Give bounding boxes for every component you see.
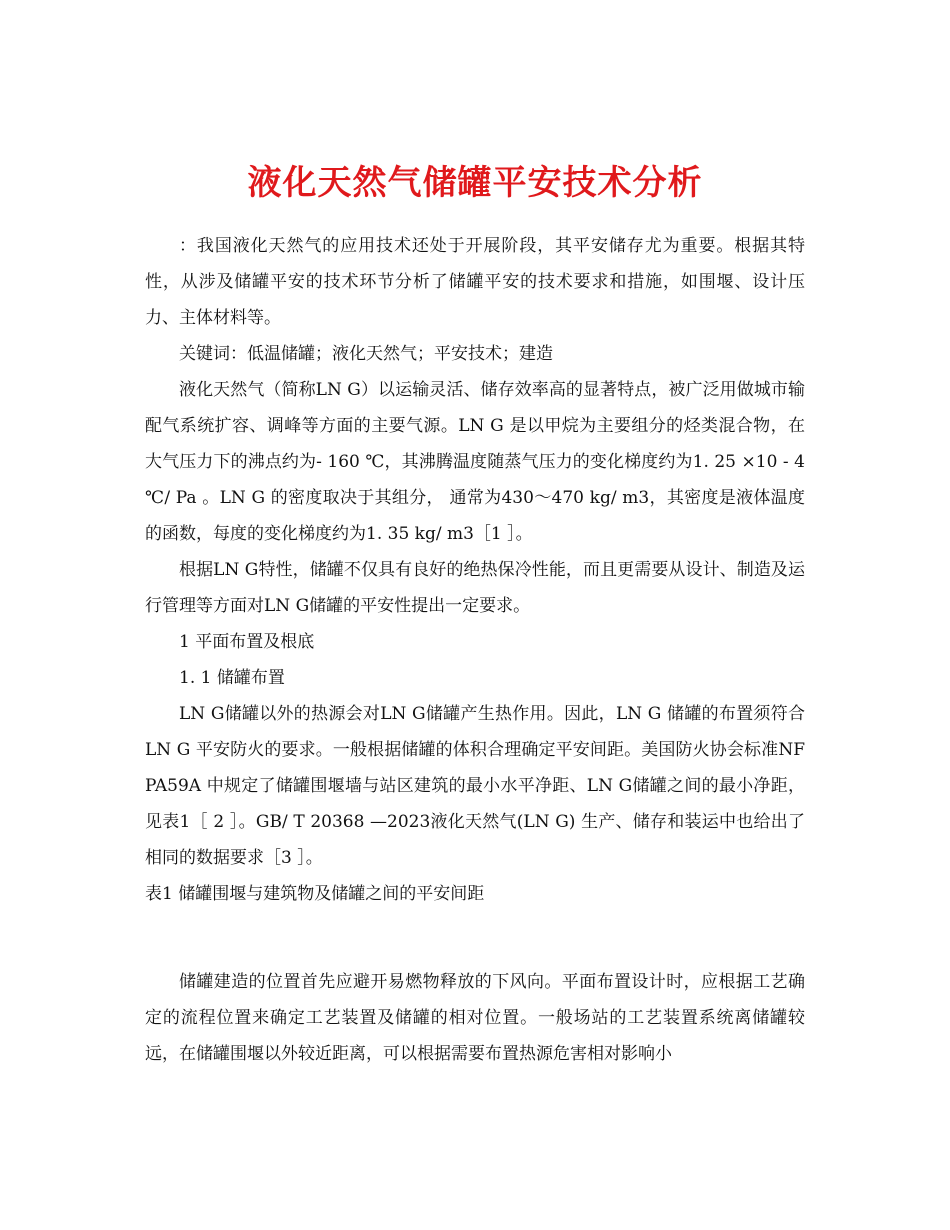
table-caption: 表1 储罐围堰与建筑物及储罐之间的平安间距 <box>145 884 485 904</box>
subsection-heading: 1. 1 储罐布置 <box>179 668 285 688</box>
siting-paragraph: 储罐建造的位置首先应避开易燃物释放的下风向。平面布置设计时，应根据工艺确定的流程位置来确定工艺装置及储罐的相对位置。一般场站的工艺装置系统离储罐较远，在储罐围堰以外较近距离，可以根据需要布置热源危害相对影响小 <box>145 972 805 1064</box>
layout-paragraph: LN G储罐以外的热源会对LN G储罐产生热作用。因此，LN G 储罐的布置须符合LN G 平安防火的要求。一般根据储罐的体积合理确定平安间距。美国防火协会标准NFPA59A 中规定了储罐围堰墙与站区建筑的最小水平净距、LN G储罐之间的最小净距，见表1［ 2 ］。GB/ T 20368 —2023液化天然气(LN G) 生产、储存和装运中也给出了相同的数据要求［3 ］。 <box>145 704 805 868</box>
abstract-paragraph: ：我国液化天然气的应用技术还处于开展阶段，其平安储存尤为重要。根据其特性，从涉及储罐平安的技术环节分析了储罐平安的技术要求和措施，如围堰、设计压力、主体材料等。 <box>145 236 805 328</box>
document-title: 液化天然气储罐平安技术分析 <box>247 162 703 203</box>
section-heading: 1 平面布置及根底 <box>179 632 315 652</box>
keywords-paragraph: 关键词：低温储罐；液化天然气；平安技术；建造 <box>179 344 553 364</box>
intro-paragraph: 液化天然气（简称LN G）以运输灵活、储存效率高的显著特点，被广泛用做城市输配气系统扩容、调峰等方面的主要气源。LN G 是以甲烷为主要组分的烃类混合物，在大气压力下的沸点约为- 160 ℃，其沸腾温度随蒸气压力的变化梯度约为1. 25 ×10 - 4 ℃/ Pa 。LN G 的密度取决于其组分， 通常为430～470 kg/ m3，其密度是液体温度的函数，每度的变化梯度约为1. 35 kg/ m3［1 ］。 <box>145 380 805 544</box>
document-body <box>145 228 805 1072</box>
requirements-paragraph: 根据LN G特性，储罐不仅具有良好的绝热保冷性能，而且更需要从设计、制造及运行管理等方面对LN G储罐的平安性提出一定要求。 <box>145 560 805 616</box>
